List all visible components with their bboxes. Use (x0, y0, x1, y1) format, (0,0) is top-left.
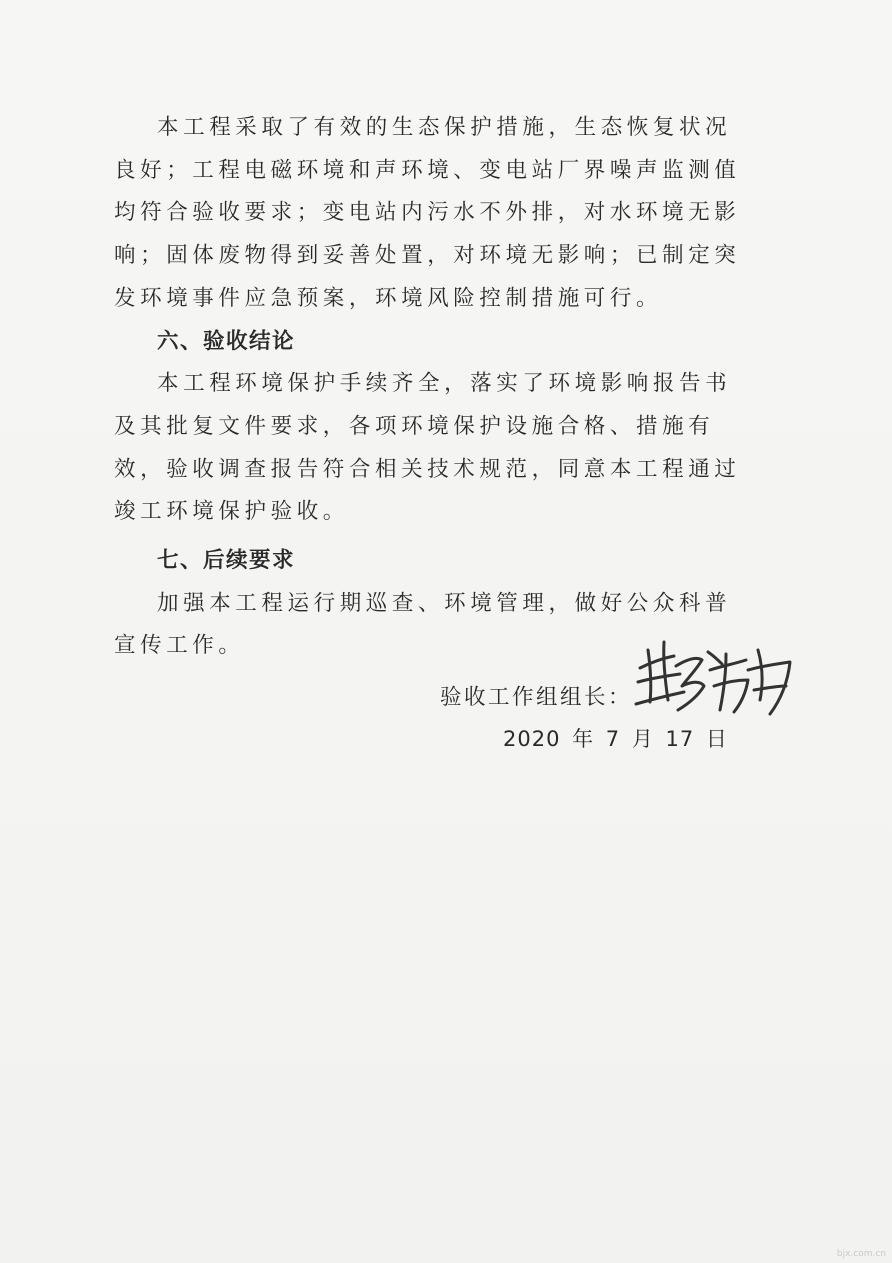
paragraph-ecology: 本工程采取了有效的生态保护措施，生态恢复状况良好；工程电磁环境和声环境、变电站厂界噪声监测值均符合验收要求；变电站内污水不外排，对水环境无影响；固体废物得到妥善处置，对环境无影响；已制定突发环境事件应急预案，环境风险控制措施可行。 (114, 115, 741, 311)
heading-follow-up-requirements: 七、后续要求 (157, 548, 296, 574)
paragraph-conclusion: 本工程环境保护手续齐全，落实了环境影响报告书及其批复文件要求，各项环境保护设施合格、措施有效，验收调查报告符合相关技术规范，同意本工程通过竣工环境保护验收。 (114, 371, 741, 525)
handwritten-signature (630, 630, 800, 722)
paragraph-follow-up: 加强本工程运行期巡查、环境管理，做好公众科普宣传工作。 (114, 590, 732, 659)
document-date: 2020 年 7 月 17 日 (503, 727, 728, 751)
document-body (114, 107, 754, 668)
corner-watermark: bjx.com.cn (836, 1249, 886, 1259)
signer-label: 验收工作组组长： (440, 685, 633, 710)
heading-acceptance-conclusion: 六、验收结论 (157, 328, 296, 354)
